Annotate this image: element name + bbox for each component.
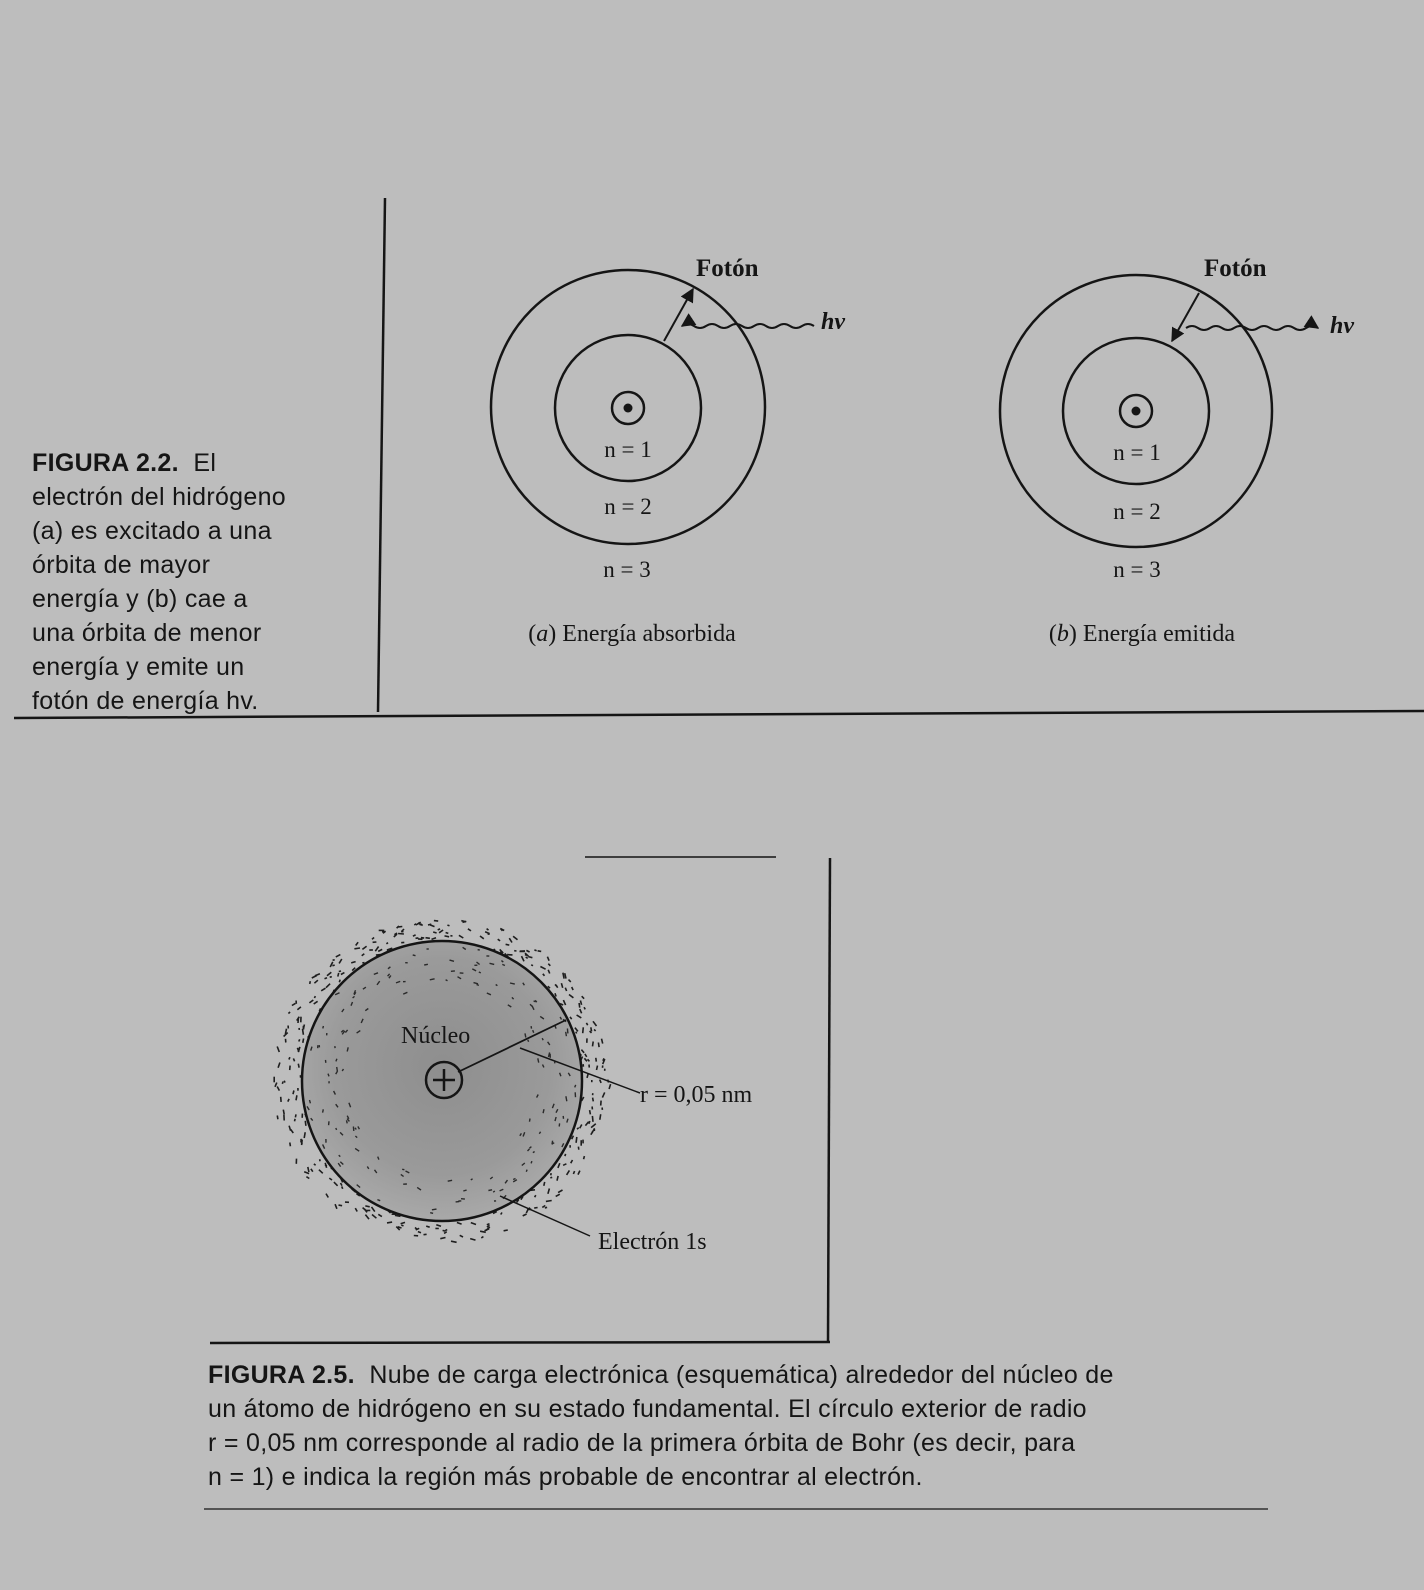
cloud-speckle	[540, 967, 545, 970]
cloud-speckle	[297, 1007, 301, 1010]
cloud-speckle	[572, 987, 573, 990]
cap22-line-2: (a) es excitado a una	[32, 517, 272, 545]
cloud-speckle	[577, 1128, 579, 1130]
cap22-line-6: energía y emite un	[32, 653, 245, 681]
cloud-speckle	[311, 1169, 313, 1172]
cloud-speckle	[576, 1137, 577, 1143]
inner-cloud-speckle	[543, 1109, 544, 1113]
cloud-speckle	[306, 1177, 309, 1179]
inner-cloud-speckle	[477, 985, 479, 986]
cap25-line-2: r = 0,05 nm corresponde al radio de la primera órbita de Bohr (es decir, para	[208, 1429, 1076, 1457]
inner-cloud-speckle	[533, 1152, 535, 1153]
cloud-speckle	[591, 1132, 593, 1135]
cloud-speckle	[338, 973, 339, 977]
cloud-speckle	[526, 957, 528, 958]
inner-cloud-speckle	[567, 1029, 568, 1034]
cloud-speckle	[461, 921, 466, 922]
cloud-speckle	[594, 1029, 596, 1031]
cloud-speckle	[314, 1164, 316, 1165]
cloud-speckle	[457, 1223, 462, 1225]
cloud-speckle	[319, 1170, 323, 1174]
inner-cloud-speckle	[337, 1067, 338, 1071]
figure-2-5-label: FIGURA 2.5.	[208, 1361, 355, 1389]
cloud-speckle	[591, 1124, 596, 1128]
cloud-speckle	[545, 1207, 547, 1208]
orbit-label-n1-a: n = 1	[604, 437, 652, 462]
cloud-speckle	[415, 1228, 417, 1230]
cloud-speckle	[401, 1225, 403, 1226]
cloud-speckle	[325, 1163, 326, 1168]
cloud-speckle	[356, 942, 358, 945]
inner-cloud-speckle	[479, 972, 481, 973]
cloud-speckle	[397, 926, 399, 928]
cloud-speckle	[480, 936, 484, 939]
cloud-speckle	[303, 1025, 304, 1030]
cloud-speckle	[597, 1066, 598, 1070]
cloud-speckle	[339, 971, 341, 972]
cloud-speckle	[500, 928, 504, 930]
cloud-speckle	[418, 1232, 421, 1233]
cloud-speckle	[593, 1042, 594, 1047]
inner-cloud-speckle	[413, 955, 416, 956]
cap22-line-7: fotón de energía hv.	[32, 687, 259, 715]
cloud-speckle	[325, 978, 328, 979]
cloud-speckle	[277, 1087, 279, 1091]
cloud-speckle	[433, 932, 436, 933]
cloud-speckle	[445, 1230, 447, 1231]
inner-cloud-speckle	[566, 1032, 567, 1036]
cloud-speckle	[542, 1206, 545, 1208]
cap25-line-1: un átomo de hidrógeno en su estado fundamental. El círculo exterior de radio	[208, 1395, 1087, 1423]
cloud-speckle	[305, 1121, 306, 1126]
cloud-speckle	[298, 1064, 299, 1068]
radius-label: r = 0,05 nm	[640, 1082, 753, 1108]
cloud-speckle	[563, 973, 564, 979]
cloud-speckle	[584, 1058, 587, 1061]
cloud-speckle	[583, 1027, 584, 1033]
cloud-speckle	[584, 1156, 585, 1159]
cloud-speckle	[593, 1021, 597, 1026]
cloud-speckle	[586, 1023, 587, 1025]
cloud-speckle	[535, 1195, 536, 1197]
cloud-speckle	[334, 1182, 338, 1186]
cloud-speckle	[444, 1232, 447, 1234]
cloud-speckle	[354, 948, 360, 949]
cloud-speckle	[582, 996, 584, 999]
inner-cloud-speckle	[575, 1085, 576, 1088]
cloud-speckle	[600, 1080, 601, 1083]
cloud-speckle	[434, 921, 438, 922]
cloud-speckle	[575, 1028, 578, 1032]
inner-cloud-speckle	[531, 1161, 532, 1163]
cloud-speckle	[585, 1122, 588, 1126]
cloud-speckle	[528, 957, 532, 958]
subcaption-b: (b) Energía emitida	[1048, 621, 1236, 647]
panel-a-diagram	[491, 255, 845, 647]
inner-cloud-speckle	[446, 980, 448, 981]
orbit-label-n1-b: n = 1	[1113, 440, 1161, 465]
cloud-speckle	[602, 1039, 603, 1044]
cloud-speckle	[468, 929, 471, 931]
cloud-speckle	[526, 950, 529, 952]
cloud-speckle	[534, 950, 536, 951]
inner-cloud-speckle	[310, 1100, 311, 1103]
cloud-speckle	[303, 1029, 304, 1035]
cloud-speckle	[439, 930, 443, 933]
cloud-speckle	[481, 1237, 483, 1238]
photon-label-a: Fotón	[696, 255, 759, 282]
cloud-speckle	[421, 938, 424, 939]
cloud-speckle	[593, 1098, 594, 1102]
cloud-speckle	[565, 1154, 566, 1156]
cloud-speckle	[387, 1222, 392, 1223]
cloud-speckle	[330, 962, 333, 967]
cloud-speckle	[362, 946, 366, 949]
inner-cloud-speckle	[493, 1191, 495, 1192]
cloud-speckle	[585, 1054, 587, 1057]
cloud-speckle	[609, 1084, 611, 1089]
inner-cloud-speckle	[534, 1001, 536, 1002]
inner-cloud-speckle	[566, 1096, 567, 1101]
electron-transition-arrow-b	[1172, 293, 1199, 341]
cloud-speckle	[362, 954, 365, 956]
cloud-speckle	[339, 959, 342, 963]
cloud-speckle	[603, 1058, 604, 1061]
cloud-speckle	[443, 1230, 446, 1231]
photon-label-b: Fotón	[1204, 255, 1267, 282]
cloud-speckle	[293, 1058, 294, 1061]
panel-b-diagram	[1000, 255, 1354, 647]
inner-cloud-speckle	[336, 1059, 337, 1062]
fig25-bottom-rule	[210, 1342, 830, 1343]
cloud-speckle	[428, 924, 431, 925]
cloud-speckle	[332, 965, 334, 966]
inner-cloud-speckle	[323, 1026, 324, 1028]
cloud-speckle	[289, 1057, 290, 1059]
cloud-speckle	[567, 1170, 570, 1175]
inner-cloud-speckle	[496, 985, 498, 986]
cloud-speckle	[447, 925, 449, 926]
cloud-speckle	[336, 955, 341, 957]
cloud-speckle	[573, 1171, 574, 1174]
inner-cloud-speckle	[328, 1074, 329, 1077]
cloud-speckle	[506, 944, 510, 945]
cloud-speckle	[592, 1116, 593, 1122]
cloud-speckle	[571, 1160, 573, 1163]
cloud-speckle	[557, 1176, 558, 1181]
cloud-speckle	[487, 929, 489, 931]
inner-cloud-speckle	[424, 964, 428, 965]
cloud-speckle	[523, 1214, 527, 1216]
cloud-speckle	[365, 1215, 369, 1220]
cloud-speckle	[326, 984, 330, 988]
cap22-line-4: energía y (b) cae a	[32, 585, 248, 613]
cloud-speckle	[372, 938, 374, 940]
orbit-label-n2-a: n = 2	[604, 494, 652, 519]
cloud-speckle	[591, 1027, 592, 1031]
inner-cloud-speckle	[336, 1128, 337, 1130]
cloud-speckle	[296, 1095, 297, 1100]
cloud-speckle	[543, 974, 545, 976]
cloud-speckle	[401, 1222, 405, 1223]
cloud-speckle	[375, 947, 378, 952]
cloud-speckle	[309, 1000, 313, 1003]
inner-cloud-speckle	[430, 1213, 433, 1214]
cloud-speckle	[570, 1017, 572, 1019]
cloud-speckle	[295, 1119, 296, 1122]
cloud-speckle	[445, 936, 450, 937]
cloud-speckle	[372, 1215, 376, 1219]
cloud-speckle	[547, 957, 549, 961]
cloud-speckle	[299, 1039, 300, 1041]
cloud-speckle	[378, 949, 382, 951]
figure-2-2-caption	[32, 446, 352, 718]
cloud-speckle	[308, 1167, 309, 1172]
inner-cloud-speckle	[513, 1179, 515, 1180]
inner-cloud-speckle	[471, 1179, 473, 1180]
cloud-speckle	[283, 1110, 284, 1115]
inner-cloud-speckle	[347, 1120, 348, 1123]
cloud-speckle	[289, 1126, 291, 1131]
fig22-divider-vertical	[378, 198, 385, 712]
cloud-speckle	[436, 1225, 441, 1227]
nucleus-dot-a	[624, 404, 633, 413]
cloud-speckle	[509, 938, 512, 942]
cloud-speckle	[590, 1110, 591, 1114]
cloud-speckle	[301, 1139, 302, 1141]
inner-cloud-speckle	[347, 1047, 348, 1051]
cloud-speckle	[310, 981, 311, 984]
nucleus-dot-b	[1132, 407, 1141, 416]
cloud-speckle	[598, 1043, 599, 1048]
cloud-speckle	[579, 1003, 580, 1008]
cloud-speckle	[504, 1230, 508, 1231]
cloud-speckle	[487, 1224, 490, 1225]
cloud-speckle	[355, 1208, 357, 1211]
cap22-line-1: electrón del hidrógeno	[32, 483, 286, 511]
cloud-speckle	[555, 993, 556, 996]
cloud-speckle	[284, 1081, 285, 1083]
cloud-speckle	[330, 977, 332, 978]
cloud-speckle	[459, 935, 463, 938]
cloud-speckle	[548, 1189, 550, 1194]
cloud-speckle	[563, 1164, 566, 1166]
cloud-speckle	[588, 1059, 590, 1061]
cloud-speckle	[440, 1238, 445, 1239]
inner-cloud-speckle	[552, 1141, 553, 1145]
cap22-line-0: El	[193, 449, 217, 477]
electron-cloud-diagram	[274, 921, 752, 1255]
cloud-speckle	[288, 1012, 290, 1014]
cloud-speckle	[584, 1007, 585, 1009]
cloud-speckle	[335, 1204, 337, 1209]
nucleus-label: Núcleo	[401, 1023, 471, 1049]
orbit-label-n2-b: n = 2	[1113, 499, 1161, 524]
cloud-speckle	[398, 934, 404, 935]
electron-label: Electrón 1s	[598, 1229, 707, 1255]
cloud-speckle	[558, 1190, 562, 1193]
cloud-speckle	[451, 1241, 457, 1242]
cloud-speckle	[362, 963, 364, 964]
cloud-speckle	[578, 1171, 580, 1175]
cloud-speckle	[314, 996, 315, 998]
cloud-speckle	[339, 1205, 343, 1206]
cloud-speckle	[569, 980, 571, 982]
inner-cloud-speckle	[528, 1040, 529, 1042]
cloud-speckle	[580, 1001, 581, 1005]
cloud-speckle	[556, 1194, 560, 1196]
cloud-speckle	[341, 973, 345, 975]
cloud-speckle	[561, 983, 562, 988]
photon-wave-b	[1186, 326, 1318, 330]
cloud-speckle	[282, 1082, 283, 1084]
inner-cloud-speckle	[542, 1038, 543, 1040]
inner-cloud-speckle	[538, 1058, 539, 1062]
cloud-speckle	[498, 939, 500, 941]
figure-2-2-label: FIGURA 2.2.	[32, 449, 179, 477]
figure-2-5-caption	[208, 1358, 1268, 1494]
cap25-line-3: n = 1) e indica la región más probable de encontrar al electrón.	[208, 1463, 923, 1491]
cloud-speckle	[580, 1125, 582, 1129]
fig25-divider-vertical	[828, 858, 830, 1342]
cloud-speckle	[581, 1050, 584, 1053]
inner-cloud-speckle	[323, 1109, 324, 1112]
cloud-speckle	[460, 1235, 463, 1237]
cloud-speckle	[288, 1099, 289, 1102]
cloud-speckle	[413, 935, 416, 936]
cloud-speckle	[341, 1183, 343, 1186]
cloud-speckle	[277, 1047, 279, 1053]
cloud-speckle	[544, 1182, 545, 1186]
electron-leader	[500, 1196, 590, 1236]
cloud-speckle	[426, 1226, 430, 1227]
cloud-speckle	[548, 964, 550, 966]
cloud-speckle	[563, 1000, 565, 1005]
electron-transition-arrow-a	[664, 289, 693, 341]
inner-cloud-speckle	[463, 1190, 466, 1191]
cloud-speckle	[565, 973, 566, 978]
cloud-speckle	[327, 972, 331, 976]
cloud-speckle	[580, 1009, 582, 1013]
cloud-speckle	[538, 951, 542, 952]
inner-cloud-speckle	[430, 979, 435, 980]
cloud-speckle	[522, 956, 525, 961]
hv-label-b: hv	[1330, 313, 1354, 339]
cloud-speckle	[351, 962, 355, 963]
cloud-speckle	[426, 938, 430, 939]
cloud-speckle	[278, 1063, 280, 1068]
inner-cloud-speckle	[533, 1030, 534, 1033]
cloud-speckle	[386, 943, 388, 944]
cloud-speckle	[471, 1223, 476, 1225]
inner-cloud-speckle	[488, 1190, 492, 1191]
cloud-speckle	[314, 1001, 318, 1004]
subcaption-a: (a) Energía absorbida	[528, 621, 736, 647]
cloud-speckle	[602, 1092, 604, 1097]
cloud-speckle	[292, 1003, 296, 1005]
orbit-label-n3-a: n = 3	[603, 557, 651, 582]
cloud-speckle	[569, 995, 573, 998]
cloud-speckle	[290, 1143, 291, 1147]
cloud-speckle	[295, 1114, 296, 1117]
cap22-line-5: una órbita de menor	[32, 619, 262, 647]
cloud-speckle	[304, 1132, 305, 1138]
inner-cloud-speckle	[526, 1170, 527, 1172]
cloud-speckle	[372, 1207, 375, 1212]
cloud-speckle	[303, 1039, 304, 1043]
cloud-speckle	[293, 1091, 294, 1095]
cloud-speckle	[430, 925, 434, 927]
cloud-speckle	[275, 1083, 277, 1087]
photon-wave-a	[682, 324, 814, 328]
cloud-speckle	[576, 1032, 577, 1034]
cloud-speckle	[548, 970, 550, 974]
cloud-speckle	[342, 1186, 343, 1188]
inner-cloud-speckle	[525, 1033, 526, 1037]
cloud-speckle	[401, 929, 404, 932]
cloud-speckle	[277, 1116, 278, 1120]
cloud-speckle	[314, 980, 318, 983]
cloud-speckle	[321, 988, 325, 991]
cloud-speckle	[558, 1163, 560, 1168]
cloud-speckle	[531, 965, 533, 966]
cap22-line-3: órbita de mayor	[32, 551, 211, 579]
inner-cloud-speckle	[432, 1209, 437, 1210]
cloud-speckle	[365, 1206, 369, 1207]
cap25-line-0: Nube de carga electrónica (esquemática) alrededor del núcleo de	[369, 1361, 1114, 1389]
cloud-speckle	[329, 1178, 332, 1180]
cloud-speckle	[432, 938, 437, 940]
cloud-speckle	[339, 980, 340, 983]
cloud-speckle	[326, 1194, 328, 1198]
inner-cloud-speckle	[530, 1119, 531, 1122]
orbit-label-n3-b: n = 3	[1113, 557, 1161, 582]
cloud-speckle	[565, 988, 566, 991]
cloud-speckle	[596, 1058, 597, 1062]
cloud-speckle	[438, 929, 440, 930]
cloud-speckle	[546, 1201, 552, 1202]
cloud-speckle	[550, 1177, 552, 1178]
cloud-speckle	[600, 1114, 601, 1119]
cloud-speckle	[534, 1208, 537, 1209]
cloud-speckle	[513, 936, 517, 940]
cloud-speckle	[470, 1239, 475, 1241]
cloud-speckle	[446, 933, 449, 934]
inner-cloud-speckle	[448, 1180, 452, 1181]
cloud-speckle	[501, 1213, 502, 1215]
cloud-speckle	[378, 1214, 382, 1216]
cloud-speckle	[312, 976, 317, 979]
hv-label-a: hv	[821, 309, 845, 335]
cloud-speckle	[577, 1015, 582, 1018]
